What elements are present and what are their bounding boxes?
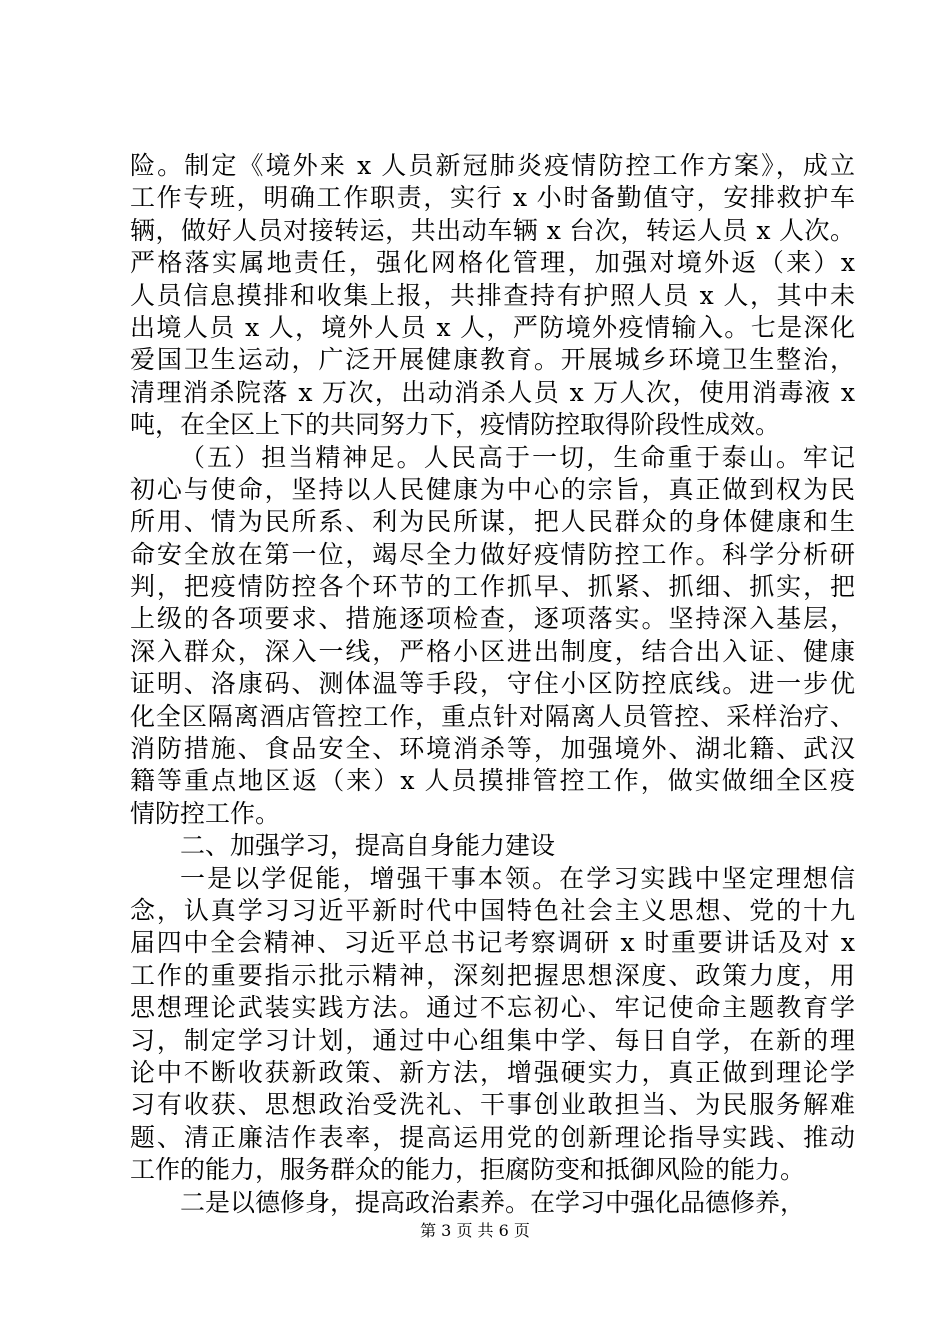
text-line: 爱国卫生运动，广泛开展健康教育。开展城乡环境卫生整治， bbox=[130, 345, 855, 375]
paragraph-start-line: 二是以德修身，提高政治素养。在学习中强化品德修养， bbox=[180, 1187, 806, 1217]
text-line: 工作的能力，服务群众的能力，拒腐防变和抵御风险的能力。 bbox=[130, 1155, 806, 1185]
text-line: 工作专班，明确工作职责，实行 x 小时备勤值守，安排救护车 bbox=[130, 183, 855, 213]
text-line: 初心与使命，坚持以人民健康为中心的宗旨，真正做到权为民 bbox=[130, 474, 855, 504]
text-line: 题、清正廉洁作表率，提高运用党的创新理论指导实践、推动 bbox=[130, 1122, 855, 1152]
text-line: 证明、洛康码、测体温等手段，守住小区防控底线。进一步优 bbox=[130, 669, 855, 699]
text-line: 清理消杀院落 x 万次，出动消杀人员 x 万人次，使用消毒液 x bbox=[130, 377, 855, 407]
text-line: 吨，在全区上下的共同努力下，疫情防控取得阶段性成效。 bbox=[130, 410, 781, 440]
text-line: 习有收获、思想政治受洗礼、干事创业敢担当、为民服务解难 bbox=[130, 1090, 855, 1120]
section-heading: 二、加强学习，提高自身能力建设 bbox=[180, 831, 556, 861]
text-line: 命安全放在第一位，竭尽全力做好疫情防控工作。科学分析研 bbox=[130, 539, 855, 569]
text-line: 险。制定《境外来 x 人员新冠肺炎疫情防控工作方案》，成立 bbox=[130, 151, 855, 180]
text-line: 严格落实属地责任，强化网格化管理，加强对境外返（来）x bbox=[130, 248, 855, 278]
text-line: 所用、情为民所系、利为民所谋，把人民群众的身体健康和生 bbox=[130, 507, 855, 537]
text-line: 念，认真学习习近平新时代中国特色社会主义思想、党的十九 bbox=[130, 895, 855, 925]
text-line: 出境人员 x 人，境外人员 x 人，严防境外疫情输入。七是深化 bbox=[130, 312, 855, 342]
text-line: 思想理论武装实践方法。通过不忘初心、牢记使命主题教育学 bbox=[130, 993, 855, 1023]
page-number-footer: 第 3 页 共 6 页 bbox=[420, 1221, 530, 1240]
text-line: 籍等重点地区返（来）x 人员摸排管控工作，做实做细全区疫 bbox=[130, 766, 855, 796]
paragraph-start-line: 一是以学促能，增强干事本领。在学习实践中坚定理想信 bbox=[180, 863, 855, 893]
document-body bbox=[130, 150, 855, 1219]
text-line: 情防控工作。 bbox=[130, 798, 281, 828]
text-line: 届四中全会精神、习近平总书记考察调研 x 时重要讲话及对 x bbox=[130, 928, 855, 958]
text-line: 化全区隔离酒店管控工作，重点针对隔离人员管控、采样治疗、 bbox=[130, 701, 855, 731]
text-line: 上级的各项要求、措施逐项检查，逐项落实。坚持深入基层， bbox=[130, 604, 855, 634]
text-line: 工作的重要指示批示精神，深刻把握思想深度、政策力度，用 bbox=[130, 960, 855, 990]
text-line: 习，制定学习计划，通过中心组集中学、每日自学，在新的理 bbox=[130, 1025, 855, 1055]
text-line: 辆，做好人员对接转运，共出动车辆 x 台次，转运人员 x 人次。 bbox=[130, 215, 855, 245]
text-line: 论中不断收获新政策、新方法，增强硬实力，真正做到理论学 bbox=[130, 1057, 855, 1087]
text-line: 人员信息摸排和收集上报，共排查持有护照人员 x 人，其中未 bbox=[130, 280, 855, 310]
section-heading-line: （五）担当精神足。人民高于一切，生命重于泰山。牢记 bbox=[180, 442, 855, 472]
text-line: 深入群众，深入一线，严格小区进出制度，结合出入证、健康 bbox=[130, 636, 855, 666]
text-line: 消防措施、食品安全、环境消杀等，加强境外、湖北籍、武汉 bbox=[130, 734, 855, 764]
text-line: 判，把疫情防控各个环节的工作抓早、抓紧、抓细、抓实，把 bbox=[130, 572, 855, 602]
